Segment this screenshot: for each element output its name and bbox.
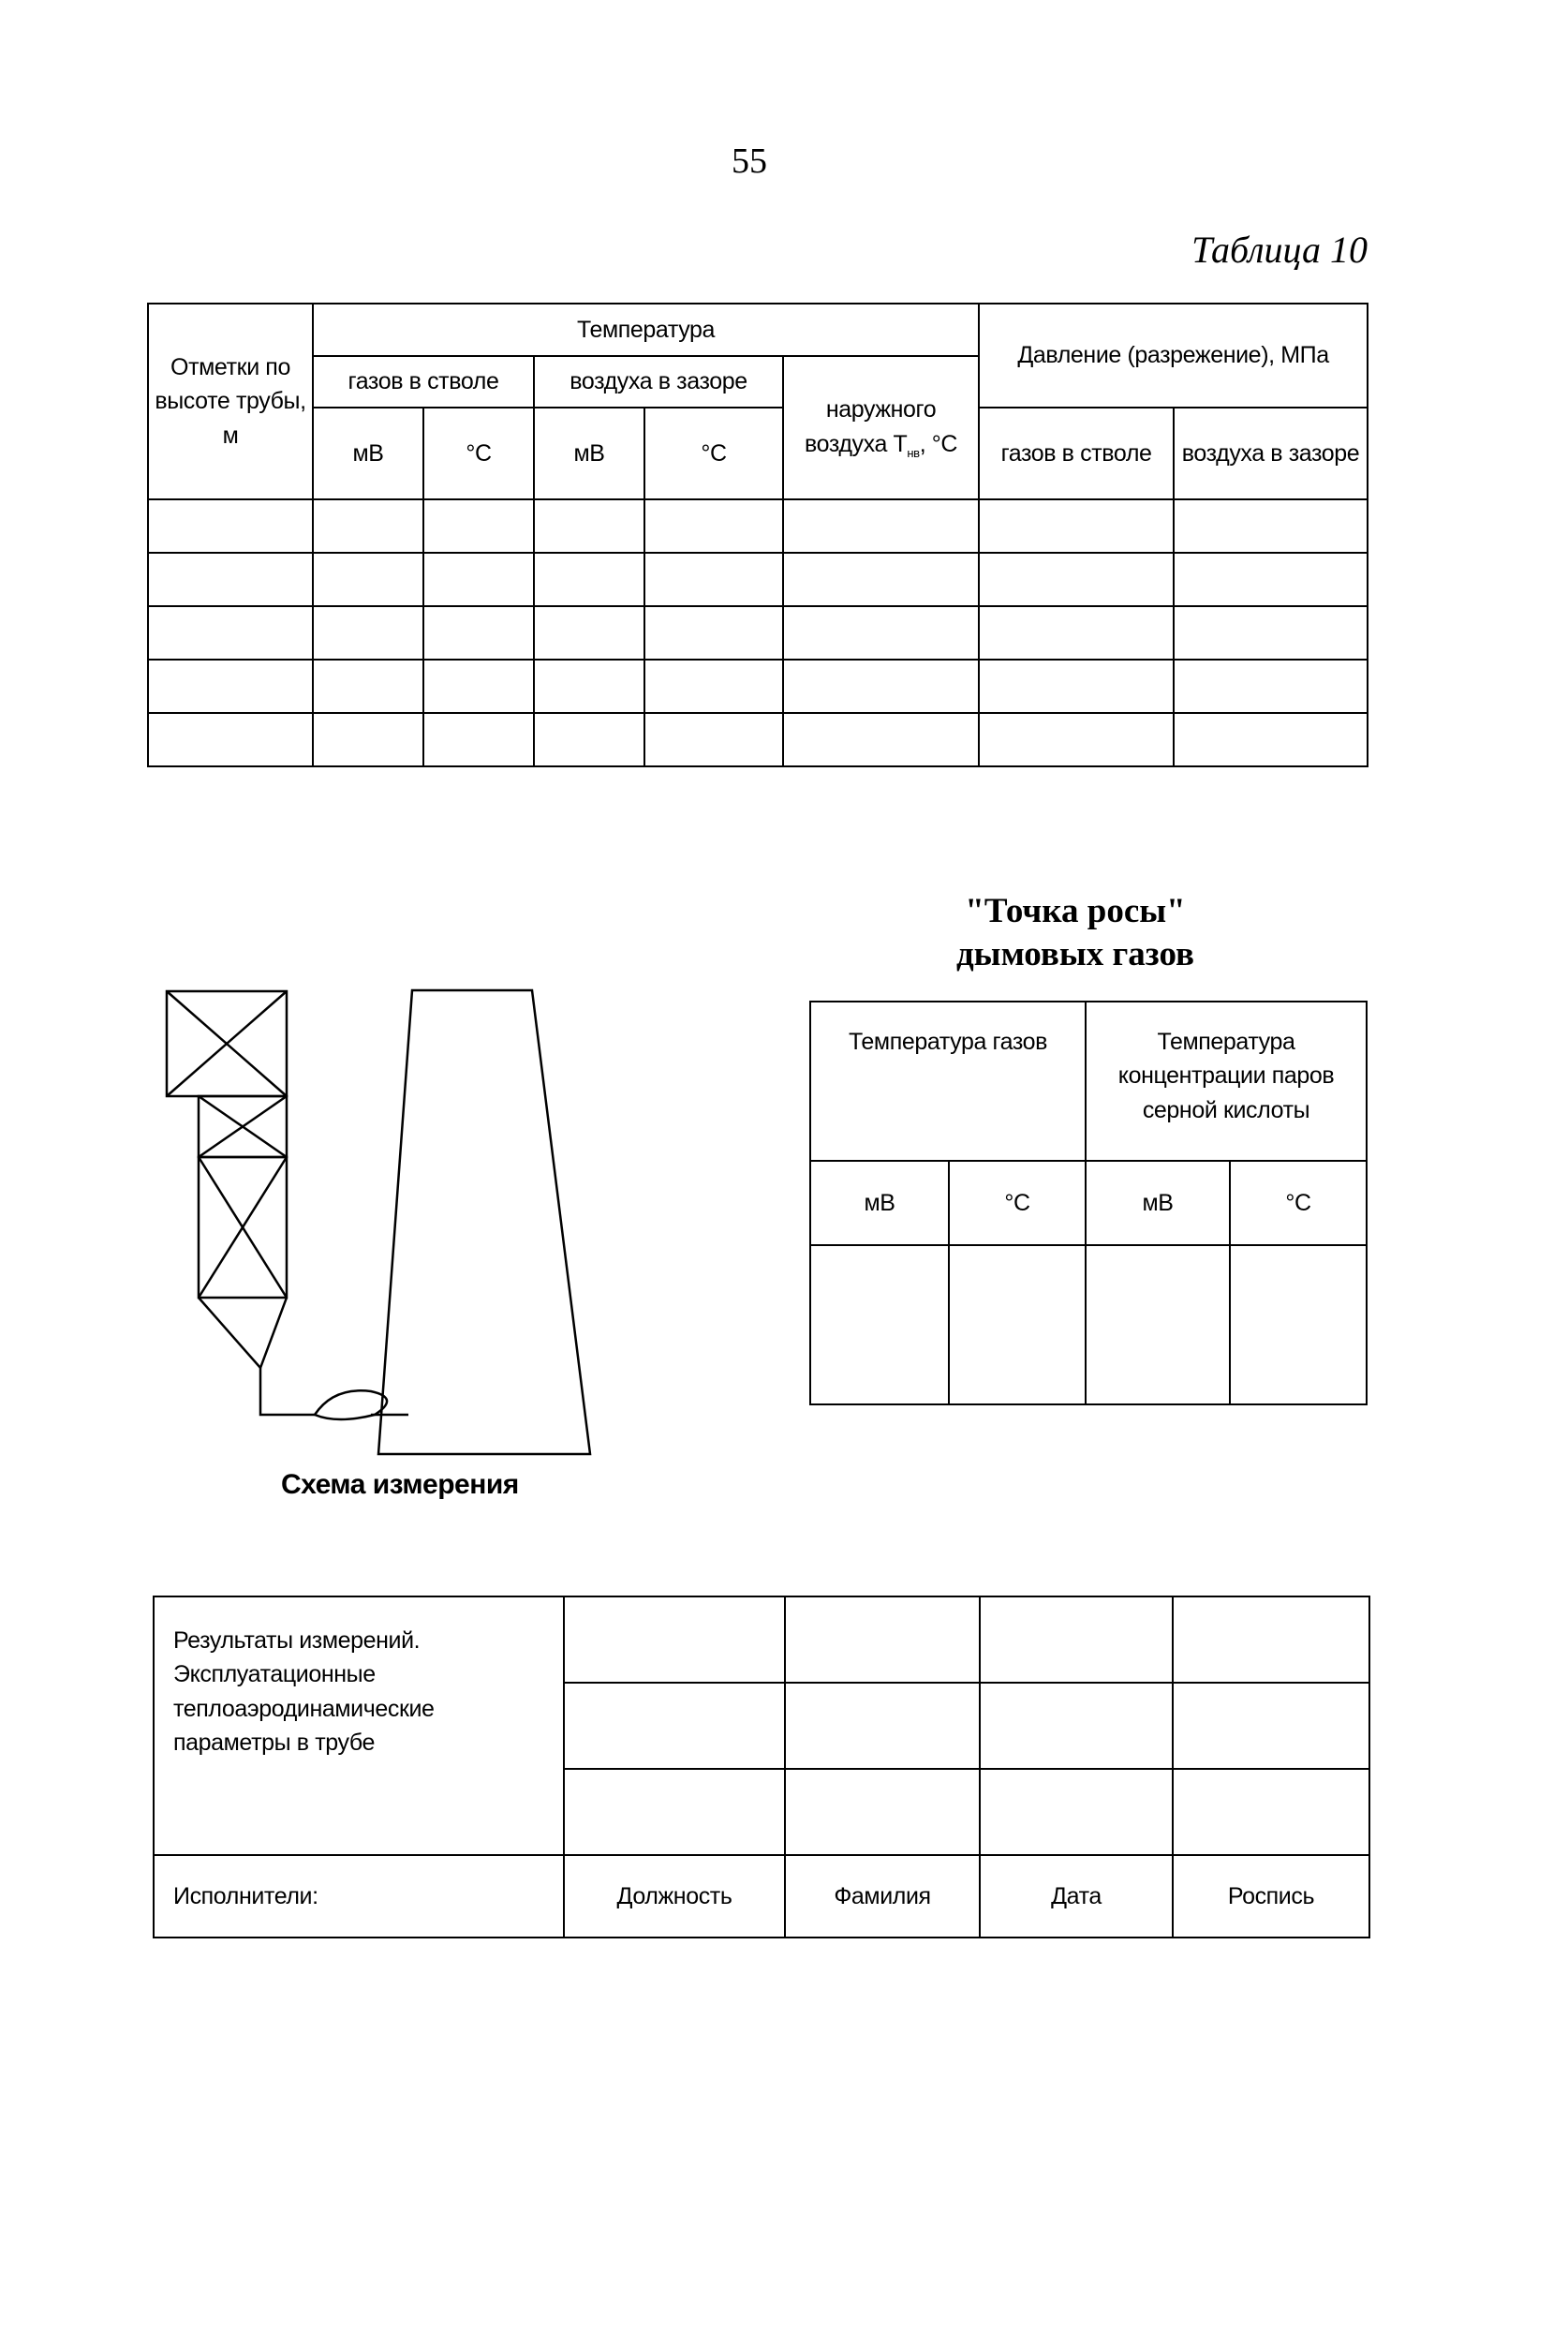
unit-mv: мВ [534,408,644,499]
header-air-in-gap: воздуха в зазоре [534,356,783,408]
dew-point-table [809,1001,1368,1405]
signature-label: Роспись [1173,1855,1369,1938]
unit-c: °C [949,1161,1086,1245]
dew-point-title [888,890,1263,977]
table-row [148,499,1368,553]
scheme-caption: Схема измерения [281,1469,519,1500]
table-row [148,713,1368,766]
table-row [810,1245,1367,1404]
results-label: Результаты измерений. Эксплуатационные теплоаэродинамические параметры в трубе [154,1596,564,1855]
table-row [148,660,1368,713]
header-marks: Отметки по высоте трубы, м [148,304,313,499]
measurement-table [147,303,1368,767]
header-outside-air: наружного воздуха $T_{нв}$, °C [783,356,979,499]
results-table [153,1596,1370,1938]
unit-mv: мВ [313,408,423,499]
surname-label: Фамилия [785,1855,980,1938]
header-temperature: Температура [313,304,979,356]
date-label: Дата [980,1855,1173,1938]
table-caption: Таблица 10 [1191,229,1368,271]
table-row [148,606,1368,660]
position-label: Должность [564,1855,785,1938]
unit-c: °C [423,408,534,499]
header-pressure-air: воздуха в зазоре [1174,408,1368,499]
unit-c: °C [1230,1161,1367,1245]
measurement-scheme-diagram [150,974,618,1480]
page-number: 55 [732,141,767,181]
header-acid-temperature: Температура концентрации паров серной кислоты [1086,1002,1367,1161]
unit-mv: мВ [1086,1161,1230,1245]
header-pressure: Давление (разрежение), МПа [979,304,1368,408]
table-row [148,553,1368,606]
unit-mv: мВ [810,1161,949,1245]
unit-c: °C [644,408,783,499]
header-gas-temperature: Температура газов [810,1002,1086,1161]
executors-label: Исполнители: [154,1855,564,1938]
dew-point-title-line2: дымовых газов [955,935,1195,974]
header-pressure-gas: газов в стволе [979,408,1174,499]
header-gas-in-stem: газов в стволе [313,356,534,408]
dew-point-title-line1: "Точка росы" [965,892,1186,930]
chimney [378,990,590,1454]
